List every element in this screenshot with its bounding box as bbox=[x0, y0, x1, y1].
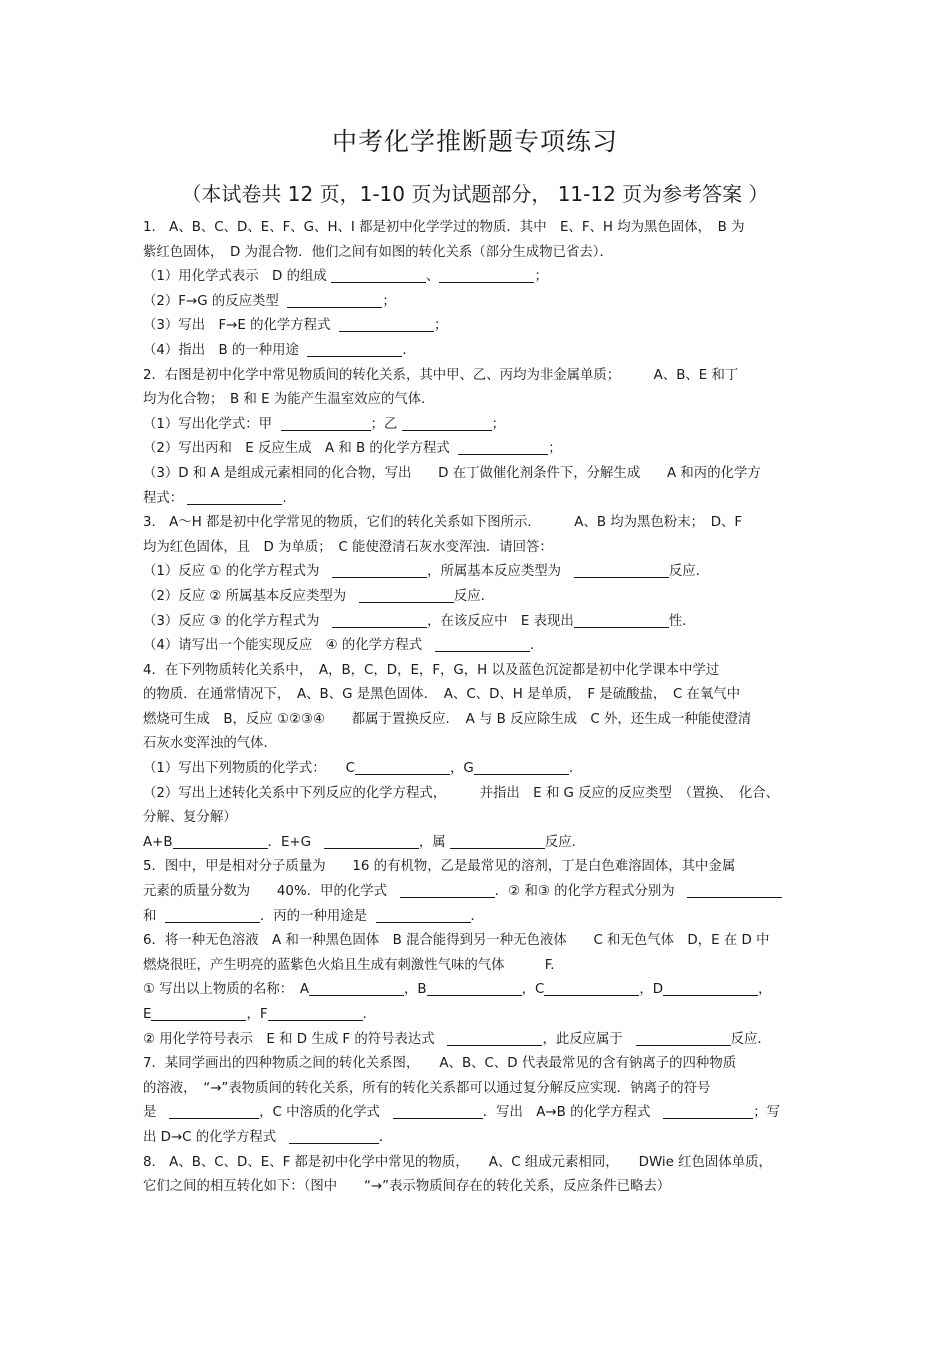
answer-blank[interactable] bbox=[544, 981, 639, 996]
q4-part-1-text-b: ，G bbox=[450, 761, 474, 777]
answer-blank[interactable] bbox=[447, 1031, 542, 1046]
q6-line-4-text-c: ． bbox=[362, 1007, 376, 1022]
answer-blank[interactable] bbox=[332, 613, 427, 628]
answer-blank[interactable] bbox=[332, 563, 427, 578]
q3-line-2: 均为红色固体，且 D 为单质； C 能使澄清石灰水变浑浊．请回答： bbox=[143, 539, 553, 555]
q2-part-1-text: （1）写出化学式：甲 bbox=[143, 416, 273, 432]
q4-part-1-text: （1）写出下列物质的化学式： C bbox=[143, 761, 356, 777]
q4-part-4-text: A+B bbox=[143, 834, 173, 850]
q6-line-3-text-b: ，B bbox=[404, 982, 427, 998]
answer-blank[interactable] bbox=[574, 613, 669, 628]
answer-blank[interactable] bbox=[187, 490, 282, 505]
page-title: 中考化学推断题专项练习 bbox=[331, 127, 618, 156]
q3-line-1: 3. A～H 都是初中化学常见的物质，它们的转化关系如下图所示． A、B 均为黑色粉末； D、F bbox=[143, 515, 743, 531]
q3-part-1-text-c: 反应． bbox=[668, 564, 709, 580]
answer-blank[interactable] bbox=[458, 440, 548, 455]
q4-line-2: 的物质．在通常情况下， A、B、G 是黑色固体． A、C、D、H 是单质， F 是硫酸盐， C 在氧气中 bbox=[143, 687, 741, 703]
punctuation: ． bbox=[282, 490, 296, 506]
answer-blank[interactable] bbox=[636, 1031, 731, 1046]
q2-part-4-text: 程式： bbox=[143, 490, 184, 506]
q2-part-3: （3）D 和 A 是组成元素相同的化合物，写出 D 在丁做催化剂条件下，分解生成 A 和丙的化学方 bbox=[143, 465, 761, 481]
q3-part-1-text: （1）反应 ① 的化学方程式为 bbox=[143, 564, 320, 580]
answer-blank[interactable] bbox=[450, 834, 545, 849]
q4-part-4-text-c: ，属 bbox=[418, 834, 446, 850]
q5-line-2 bbox=[143, 880, 813, 905]
q1-part-2-text: （2）F→G 的反应类型 bbox=[143, 293, 279, 309]
q1-part-4 bbox=[143, 339, 813, 364]
answer-blank[interactable] bbox=[165, 908, 260, 923]
q3-part-4-text: （4）请写出一个能实现反应 ④ 的化学方程式 bbox=[143, 638, 423, 654]
q1-part-1 bbox=[143, 265, 813, 290]
q7-line-3-text-d: ；写 bbox=[753, 1105, 780, 1121]
q6-line-5-text-b: ，此反应属于 bbox=[542, 1031, 623, 1047]
answer-blank[interactable] bbox=[663, 1104, 753, 1119]
answer-blank[interactable] bbox=[287, 293, 382, 308]
answer-blank[interactable] bbox=[173, 834, 268, 849]
punctuation: ； bbox=[548, 441, 562, 457]
q6-line-3-text-e: ， bbox=[758, 982, 772, 998]
q4-part-4 bbox=[143, 831, 813, 856]
answer-blank[interactable] bbox=[169, 1104, 259, 1119]
punctuation: ． bbox=[529, 638, 544, 654]
q2-line-1: 2．右图是初中化学中常见物质间的转化关系，其中甲、乙、丙均为非金属单质； A、B、E 和丁 bbox=[143, 367, 739, 383]
q7-line-1: 7．某同学画出的四种物质之间的转化关系图， A、B、C、D 代表最常见的含有钠离子的四种物质 bbox=[143, 1056, 737, 1072]
q1-part-4-text: （4）指出 B 的一种用途 bbox=[143, 342, 299, 358]
q3-part-2 bbox=[143, 585, 813, 610]
answer-blank[interactable] bbox=[307, 342, 402, 357]
q4-line-4: 石灰水变浑浊的气体． bbox=[143, 736, 277, 752]
q6-line-3-text: ① 写出以上物质的名称： A bbox=[143, 982, 310, 998]
q3-part-2-text-b: 反应． bbox=[453, 588, 495, 604]
answer-blank[interactable] bbox=[281, 416, 371, 431]
q6-line-4 bbox=[143, 1003, 813, 1028]
answer-blank[interactable] bbox=[309, 981, 404, 996]
answer-blank[interactable] bbox=[339, 317, 434, 332]
q4-part-2: （2）写出上述转化关系中下列反应的化学方程式， 并指出 E 和 G 反应的反应类型 （置换、 化合、 bbox=[143, 785, 779, 801]
answer-blank[interactable] bbox=[393, 1104, 483, 1119]
question-list bbox=[143, 216, 813, 1200]
punctuation: ． bbox=[402, 342, 416, 358]
q1-part-2 bbox=[143, 290, 813, 315]
answer-blank[interactable] bbox=[268, 1006, 363, 1021]
punctuation: ； bbox=[433, 318, 448, 334]
q3-part-3-text: （3）反应 ③ 的化学方程式为 bbox=[143, 613, 320, 629]
punctuation: ； bbox=[382, 293, 396, 309]
answer-blank[interactable] bbox=[427, 981, 522, 996]
q1-part-3 bbox=[143, 314, 813, 339]
q3-part-3-text-b: ，在该反应中 E 表现出 bbox=[427, 613, 574, 629]
q7-line-3-text-c: ．写出 A→B 的化学方程式 bbox=[482, 1105, 651, 1121]
q5-line-2-text: 元素的质量分数为 40%．甲的化学式 bbox=[143, 884, 388, 900]
answer-blank[interactable] bbox=[331, 268, 426, 283]
q6-line-3-text-c: ，C bbox=[521, 982, 545, 998]
q2-part-1 bbox=[143, 413, 813, 438]
q7-line-3-text-b: ，C 中溶质的化学式 bbox=[259, 1105, 380, 1121]
answer-blank[interactable] bbox=[435, 637, 530, 652]
q8-line-1: 8. A、B、C、D、E、F 都是初中化学中常见的物质， A、C 组成元素相同， DWie 红色固体单质， bbox=[143, 1154, 772, 1170]
q6-line-3-text-d: ，D bbox=[639, 982, 664, 998]
answer-blank[interactable] bbox=[687, 883, 782, 898]
q6-line-4-text-b: ，F bbox=[246, 1007, 268, 1022]
punctuation: ． bbox=[470, 908, 484, 924]
q6-line-4-text: E bbox=[143, 1007, 152, 1022]
q6-line-5-text-c: 反应． bbox=[730, 1031, 771, 1047]
q3-part-3-text-c: 性． bbox=[668, 613, 696, 629]
answer-blank[interactable] bbox=[376, 908, 471, 923]
q3-part-1 bbox=[143, 560, 813, 585]
page-subtitle: （本试卷共 12 页，1-10 页为试题部分， 11-12 页为参考答案 ） bbox=[181, 182, 769, 206]
q5-line-3 bbox=[143, 905, 813, 930]
answer-blank[interactable] bbox=[474, 760, 569, 775]
answer-blank[interactable] bbox=[574, 563, 669, 578]
answer-blank[interactable] bbox=[663, 981, 758, 996]
q4-part-4-text-d: 反应． bbox=[544, 834, 586, 850]
q8-line-2: 它们之间的相互转化如下：（图中 “→”表示物质间存在的转化关系，反应条件已略去） bbox=[143, 1179, 671, 1195]
q2-line-2: 均为化合物； B 和 E 为能产生温室效应的气体． bbox=[143, 392, 435, 408]
q6-line-1: 6．将一种无色溶液 A 和一种黑色固体 B 混合能得到另一种无色液体 C 和无色气体 D，E 在 D 中 bbox=[143, 933, 770, 949]
punctuation: ； bbox=[534, 269, 548, 285]
q2-part-4 bbox=[143, 487, 813, 512]
q1-part-3-text: （3）写出 F→E 的化学方程式 bbox=[143, 318, 331, 334]
answer-blank[interactable] bbox=[151, 1006, 246, 1021]
q3-part-3 bbox=[143, 610, 813, 635]
q3-part-4 bbox=[143, 634, 813, 659]
q4-line-1: 4．在下列物质转化关系中， A，B，C，D，E，F，G，H 以及蓝色沉淀都是初中化学课本中学过 bbox=[143, 662, 720, 678]
q1-line-2: 紫红色固体， D 为混合物．他们之间有如图的转化关系（部分生成物已省去）． bbox=[143, 244, 613, 260]
q4-line-3: 燃烧可生成 B，反应 ①②③④ 都属于置换反应． A 与 B 反应除生成 C 外，还生成一种能使澄清 bbox=[143, 711, 752, 727]
q1-part-1-text: （1）用化学式表示 D 的组成 bbox=[143, 269, 327, 285]
q6-line-2: 燃烧很旺，产生明亮的蓝紫色火焰且生成有刺激性气味的气体 F. bbox=[143, 957, 555, 973]
q5-line-2-text-b: ．② 和③ 的化学方程式分别为 bbox=[494, 884, 675, 900]
answer-blank[interactable] bbox=[324, 834, 419, 849]
answer-blank[interactable] bbox=[355, 760, 450, 775]
q7-line-3 bbox=[143, 1101, 813, 1126]
q7-line-4 bbox=[143, 1126, 813, 1151]
q7-line-4-text: 出 D→C 的化学方程式 bbox=[143, 1129, 277, 1145]
q2-part-2 bbox=[143, 437, 813, 462]
q6-line-3 bbox=[143, 978, 813, 1003]
q5-line-3-text-b: ．丙的一种用途是 bbox=[259, 908, 368, 924]
q7-line-2: 的溶液， “→”表物质间的转化关系，所有的转化关系都可以通过复分解反应实现．钠离子的符号 bbox=[143, 1080, 711, 1096]
q4-part-1 bbox=[143, 757, 813, 782]
q6-line-5-text: ② 用化学符号表示 E 和 D 生成 F 的符号表达式 bbox=[143, 1031, 435, 1047]
answer-blank[interactable] bbox=[400, 883, 495, 898]
separator: 、 bbox=[426, 269, 440, 285]
answer-blank[interactable] bbox=[439, 268, 534, 283]
q6-line-5 bbox=[143, 1028, 813, 1053]
punctuation: ． bbox=[378, 1129, 393, 1145]
answer-blank[interactable] bbox=[359, 588, 454, 603]
q5-line-1: 5．图中，甲是相对分子质量为 16 的有机物，乙是最常见的溶剂，丁是白色难溶固体，其中金属 bbox=[143, 859, 736, 875]
q3-part-1-text-b: ，所属基本反应类型为 bbox=[427, 564, 562, 580]
punctuation: ． bbox=[568, 761, 583, 777]
q3-part-2-text: （2）反应 ② 所属基本反应类型为 bbox=[143, 588, 347, 604]
answer-blank[interactable] bbox=[402, 416, 492, 431]
answer-blank[interactable] bbox=[289, 1129, 379, 1144]
q2-part-2-text: （2）写出丙和 E 反应生成 A 和 B 的化学方程式 bbox=[143, 441, 450, 457]
q1-line-1: 1. A、B、C、D、E、F、G、H、I 都是初中化学学过的物质．其中 E、F、H 均为黑色固体， B 为 bbox=[143, 220, 745, 235]
q5-line-3-text: 和 bbox=[143, 908, 157, 924]
punctuation: ； bbox=[491, 416, 505, 432]
q2-part-1-text-b: ；乙 bbox=[370, 416, 398, 432]
q7-line-3-text: 是 bbox=[143, 1105, 157, 1121]
q4-part-3: 分解、复分解） bbox=[143, 810, 237, 826]
q4-part-4-text-b: ．E+G bbox=[267, 834, 312, 850]
